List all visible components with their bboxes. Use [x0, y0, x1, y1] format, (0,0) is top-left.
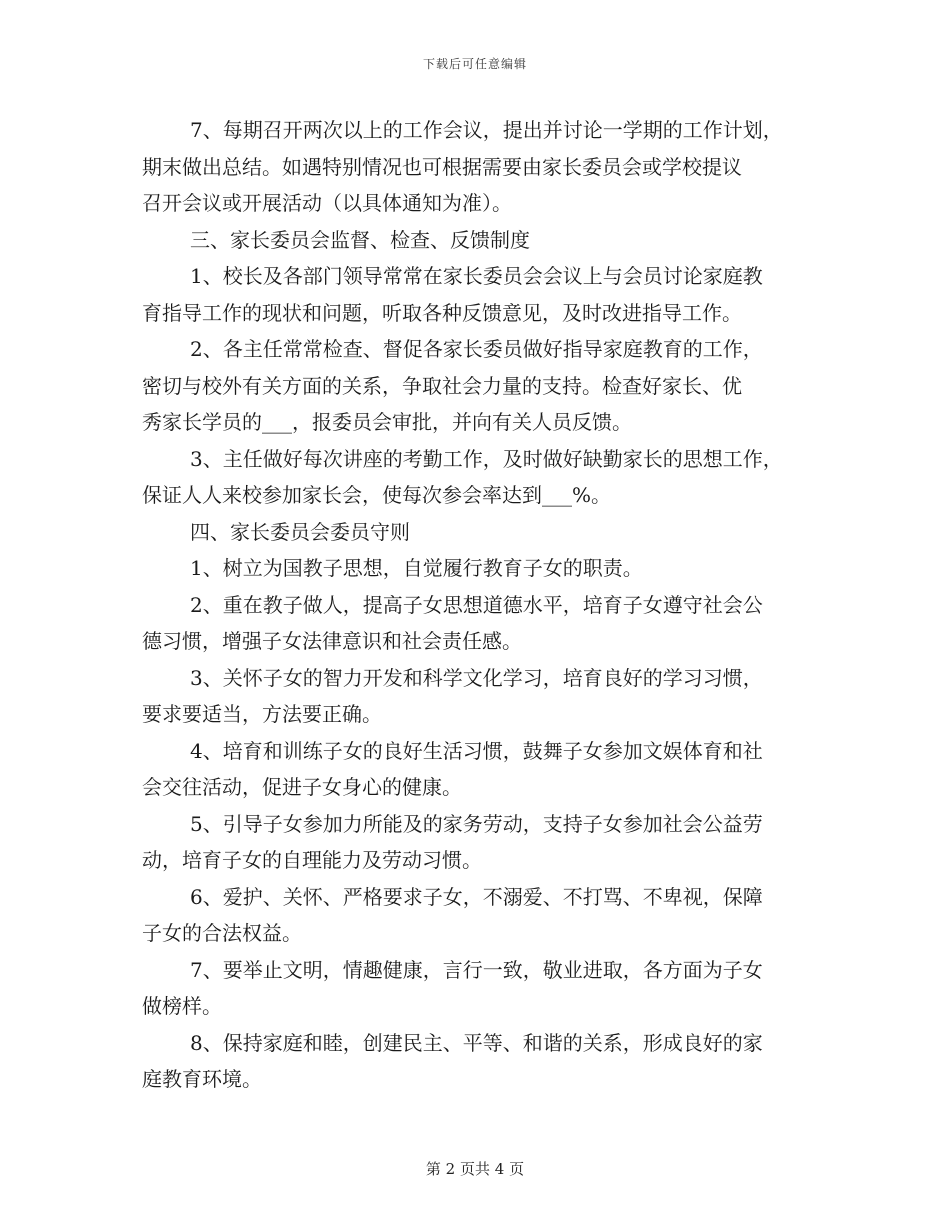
paragraph-line: 5、引导子女参加力所能及的家务劳动，支持子女参加社会公益劳: [190, 811, 763, 836]
paragraph-line: 子女的合法权益。: [142, 921, 302, 945]
paragraph-line: 密切与校外有关方面的关系，争取社会力量的支持。检查好家长、优: [142, 373, 742, 398]
paragraph-line: 3、关怀子女的智力开发和科学文化学习，培育良好的学习习惯，: [190, 665, 763, 690]
paragraph-line: 1、树立为国教子思想，自觉履行教育子女的职责。: [190, 556, 643, 580]
paragraph-line: 6、爱护、关怀、严格要求子女，不溺爱、不打骂、不卑视，保障: [190, 884, 763, 909]
paragraph-item: [142, 258, 812, 331]
paragraph-line: 会交往活动，促进子女身心的健康。: [142, 775, 462, 799]
paragraph-line: 8、保持家庭和睦，创建民主、平等、和谐的关系，形成良好的家: [190, 1030, 763, 1055]
paragraph-item: [142, 587, 812, 660]
paragraph-line: 3、主任做好每次讲座的考勤工作，及时做好缺勤家长的思想工作，: [190, 446, 783, 471]
paragraph-item: [142, 331, 812, 441]
document-body: [142, 112, 812, 1098]
paragraph-item: [142, 733, 812, 806]
paragraph-line: 7、每期召开两次以上的工作会议，提出并讨论一学期的工作计划，: [190, 118, 783, 142]
paragraph-line: 2、各主任常常检查、督促各家长委员做好指导家庭教育的工作，: [190, 337, 763, 361]
paragraph-item: [142, 660, 812, 733]
paragraph-line: 7、要举止文明，情趣健康，言行一致，敬业进取，各方面为子女: [190, 957, 763, 982]
paragraph-line: 要求要适当，方法要正确。: [142, 702, 382, 726]
paragraph-line: 做榜样。: [142, 994, 222, 1018]
paragraph-line: 秀家长学员的___，报委员会审批，并向有关人员反馈。: [142, 410, 632, 434]
page-header: 下载后可任意编辑: [422, 57, 527, 71]
heading-line: 四、家长委员会委员守则: [190, 519, 410, 544]
paragraph-line: 1、校长及各部门领导常常在家长委员会会议上与会员讨论家庭教: [190, 264, 763, 288]
paragraph-item: [142, 806, 812, 879]
paragraph-line: 育指导工作的现状和问题，听取各种反馈意见，及时改进指导工作。: [142, 300, 742, 325]
paragraph-line: 期末做出总结。如遇特别情况也可根据需要由家长委员会或学校提议: [142, 154, 742, 179]
paragraph-line: 保证人人来校参加家长会，使每次参会率达到___%。: [142, 483, 612, 507]
section-heading-member-rules: [142, 514, 812, 551]
paragraph-item: [142, 879, 812, 952]
heading-line: 三、家长委员会监督、检查、反馈制度: [190, 227, 530, 252]
paragraph-line: 4、培育和训练子女的良好生活习惯，鼓舞子女参加文娱体育和社: [190, 738, 763, 763]
paragraph-item: [142, 550, 812, 587]
paragraph-line: 2、重在教子做人，提高子女思想道德水平，培育子女遵守社会公: [190, 592, 763, 617]
page-footer: 第 2 页共 4 页: [425, 1160, 525, 1178]
paragraph-item: [142, 952, 812, 1025]
paragraph-item: [142, 441, 812, 514]
paragraph-line: 德习惯，增强子女法律意识和社会责任感。: [142, 629, 522, 653]
section-heading-supervision: [142, 222, 812, 259]
paragraph-line: 庭教育环境。: [142, 1067, 262, 1091]
paragraph-item: [142, 1025, 812, 1098]
paragraph-line: 召开会议或开展活动（以具体通知为准）。: [142, 191, 512, 215]
paragraph-meeting-rules: [142, 112, 812, 222]
paragraph-line: 动，培育子女的自理能力及劳动习惯。: [142, 848, 482, 872]
